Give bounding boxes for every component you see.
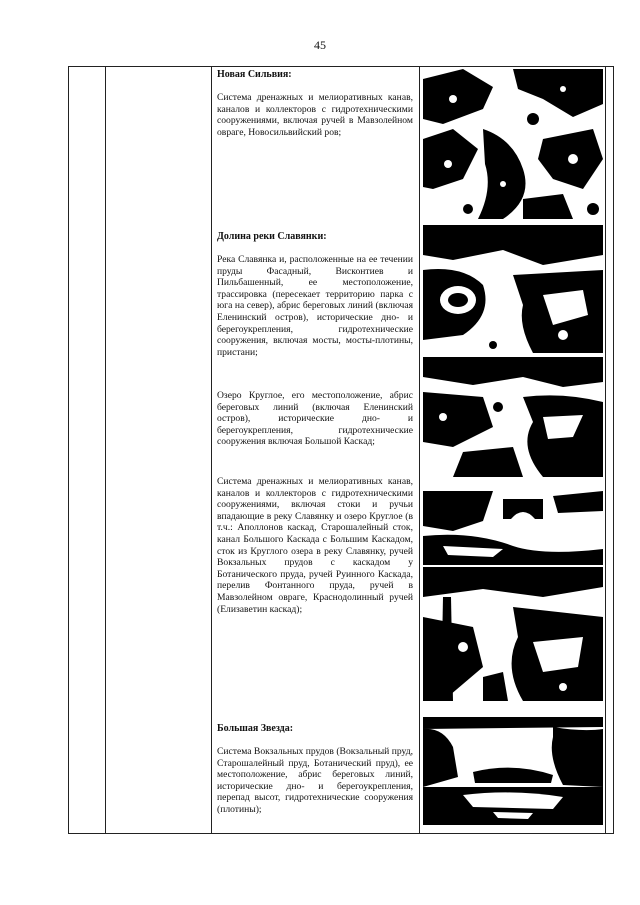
stream-forest-photo [423,567,603,701]
entry-novaya-silviya [217,69,413,138]
entry-bolshaya-zvezda [217,723,413,816]
slavyanka-river-photo [423,225,603,353]
entry-slavyanka-valley [217,231,413,358]
section-heading: Новая Сильвия: [217,69,292,80]
section-text: Река Славянка и, расположенные на ее течении пруды Фасадный, Висконтиев и Пильбашенный, ее местоположение, трассировка (пересекает территорию парка с юга на север), абрис береговых линий (включая Еленинский остров), исторические дно- и берегоукрепления, гидротехнические сооружения, включая мосты, мосты-плотины, пристани; [217,254,413,358]
cascade-bridge-photo [423,491,603,565]
column-divider [419,67,420,833]
section-heading: Большая Звезда: [217,723,294,734]
section-text: Система дренажных и мелиоративных канав, каналов и коллекторов с гидротехническими сооружениями, включая ручей в Мавзолейном овраге, Новосильвийский ров; [217,92,413,138]
entry-krugloe-lake [217,390,413,448]
page-number: 45 [314,38,326,52]
section-text: Система Вокзальных прудов (Вокзальный пруд, Старошалейный пруд, Ботанический пруд), ее местоположение, абрис береговых линий, исторические дно- и берегоукрепления, перепад высот, гидротехнические сооружения (плотины); [217,746,413,815]
section-heading: Долина реки Славянки: [217,231,327,242]
vokzalny-pond-photo [423,717,603,825]
heritage-table [68,66,614,834]
column-divider [605,67,606,833]
entry-drainage-system [217,476,413,615]
ravine-stream-photo [423,69,603,219]
section-text: Система дренажных и мелиоративных канав, каналов и коллекторов с гидротехническими сооружениями, включая стоки и ручьи впадающие в реку Славянку и озеро Круглое (в т.ч.: Аполлонов каскад, Старошалейный сток, канал Большого Каскада с Большим Каскадом, сток из Круглого озера в реку Славянку, ручей Вокзальных прудов с каскадом у Ботанического пруда, ручей Руинного Каскада, перелив Фонтанного пруда, ручей в Мавзолейном овраге, Краснодолинный ручей (Елизаветин каскад); [217,476,413,615]
column-divider [105,67,106,833]
section-text: Озеро Круглое, его местоположение, абрис береговых линий (включая Еленинский остров), исторические дно- и берегоукрепления, гидротехнические сооружения включая Большой Каскад; [217,390,413,448]
column-divider [211,67,212,833]
krugloe-lake-photo [423,357,603,477]
